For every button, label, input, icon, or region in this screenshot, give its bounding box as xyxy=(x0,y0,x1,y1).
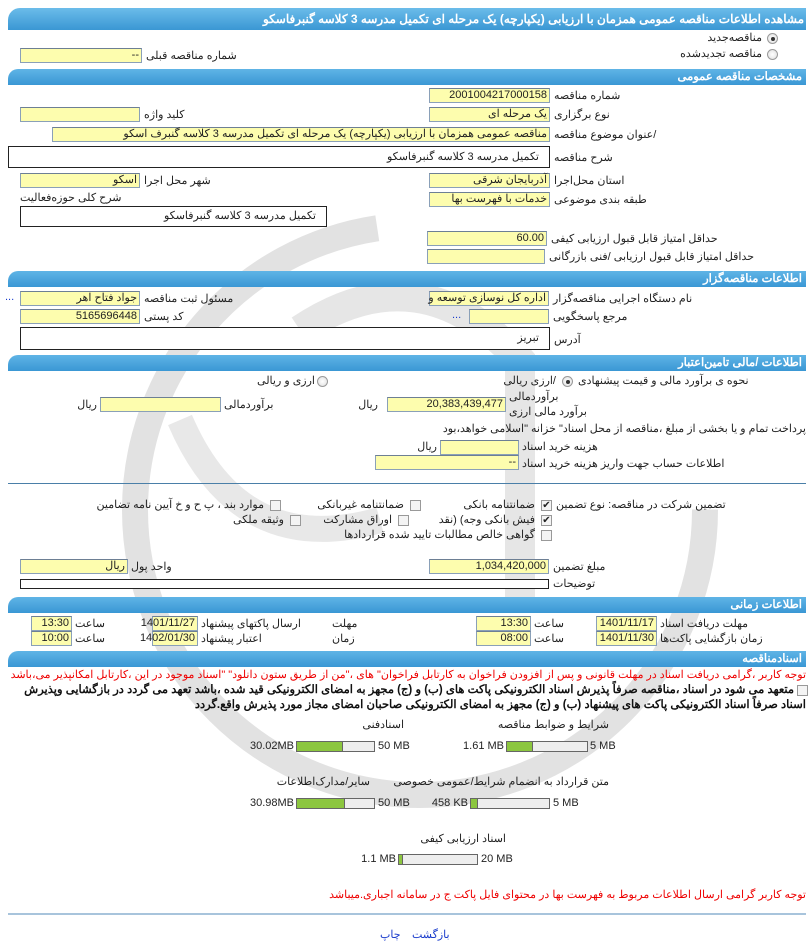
min-quality-label: حداقل امتیاز قابل قبول ارزیابی کیفی xyxy=(551,233,718,245)
send-date-field[interactable]: 1401/11/27 xyxy=(152,616,198,631)
file-max-size: 5 MB xyxy=(553,797,579,809)
min-tech-label: حداقل امتیاز قابل قبول ارزیابی /فنی بازرگانی xyxy=(549,251,755,263)
file-size-fill xyxy=(507,742,533,751)
opening-label: زمان بازگشایی پاکت‌ها xyxy=(660,633,763,645)
province-field[interactable]: آذربایجان شرقی xyxy=(429,173,550,188)
city-label: شهر محل اجرا xyxy=(144,175,211,187)
activity-label: شرح کلی حوزه‌فعالیت xyxy=(20,192,122,204)
account-field[interactable]: -- xyxy=(375,455,519,470)
org-field[interactable]: اداره کل نوسازی توسعه و xyxy=(429,291,549,306)
commitment-checkbox[interactable] xyxy=(797,685,808,696)
ref-more-button[interactable]: ... xyxy=(452,309,462,321)
file-size-fill xyxy=(471,799,478,808)
doc-fee-label: هزینه خرید اسناد xyxy=(522,441,598,453)
file-category-label: سایر/مدارک‌اطلاعات xyxy=(276,776,370,788)
estimate-field[interactable]: 20,383,439,477 xyxy=(387,397,506,412)
doc-fee-currency: ریال xyxy=(417,441,437,453)
validity-date-field[interactable]: 1402/01/30 xyxy=(152,631,198,646)
guarantee-amount-field[interactable]: 1,034,420,000 xyxy=(429,559,549,574)
bonds-label: اوراق مشارکت xyxy=(323,514,392,526)
postal-label: کد پستی xyxy=(144,311,184,323)
file-size-fill xyxy=(297,742,343,751)
send-deadline-word: مهلت xyxy=(332,618,358,630)
min-tech-field[interactable] xyxy=(427,249,545,264)
activity-box: تکمیل مدرسه 3 کلاسه گنبرفاسکو xyxy=(20,206,327,227)
min-quality-field[interactable]: 60.00 xyxy=(427,231,547,246)
nonbank-guarantee-checkbox[interactable] xyxy=(410,500,421,511)
download-note: توجه کاربر ،گرامی دریافت اسناد در مهلت قانونی و پس از افزودن فراخوان به کارتابل فراخوان" های ،"من از طریق ستون دانلود" "اسناد موجود در این ،کارتابل امکانپذیر می،باشد xyxy=(10,669,806,681)
file-used-size: 1.1 MB xyxy=(361,853,396,865)
registrar-label: مسئول ثبت مناقصه xyxy=(144,293,234,305)
file-max-size: 5 MB xyxy=(590,740,616,752)
type-label: نوع برگزاری xyxy=(554,109,610,121)
doc-fee-field[interactable] xyxy=(440,440,519,455)
org-label: نام دستگاه اجرایی مناقصه‌گزار xyxy=(553,293,693,305)
file-max-size: 20 MB xyxy=(481,853,513,865)
keyword-field[interactable] xyxy=(20,107,140,122)
back-link[interactable]: بازگشت xyxy=(412,929,450,941)
nonbank-guarantee-label: ضمانتنامه غیربانکی xyxy=(317,499,404,511)
estimate-method-label: نحوه ی برآورد مالی و قیمت پیشنهادی xyxy=(578,375,749,387)
file-category-label: متن قرارداد به انضمام شرایط/عمومی خصوصی xyxy=(393,776,609,788)
receive-time-label: ساعت xyxy=(534,618,564,630)
validity-time-label: ساعت xyxy=(75,633,105,645)
estimate2-label: برآوردمالی xyxy=(224,399,274,411)
receive-deadline-label: مهلت دریافت اسناد xyxy=(660,618,749,630)
validity-word: زمان xyxy=(332,633,355,645)
bank-receipt-label: فیش بانکی وجه) (نقد xyxy=(438,514,535,526)
page-title: مشاهده اطلاعات مناقصه عمومی همزمان با ارزیابی (یکپارچه) یک مرحله ای تکمیل مدرسه 3 کلاسه گنبرفاسکو xyxy=(8,8,806,30)
fx-rial-radio-label: ارزی و ریالی xyxy=(257,375,315,387)
estimate-label: برآوردمالی xyxy=(509,391,559,403)
postal-field[interactable]: 5165696448 xyxy=(20,309,140,324)
tender-number-field[interactable]: 2001004217000158 xyxy=(429,88,550,103)
property-collateral-checkbox[interactable] xyxy=(290,515,301,526)
opening-time-label: ساعت xyxy=(534,633,564,645)
file-max-size: 50 MB xyxy=(378,797,410,809)
footer-divider xyxy=(8,913,806,915)
description-box: تکمیل مدرسه 3 کلاسه گنبرفاسکو xyxy=(8,146,550,168)
prev-number-field[interactable]: -- xyxy=(20,48,142,63)
receivables-certificate-checkbox[interactable] xyxy=(541,530,552,541)
new-tender-radio[interactable] xyxy=(767,33,778,44)
notes-box xyxy=(20,579,549,589)
estimate-fx-label: برآورد مالی ارزی xyxy=(509,406,587,418)
receive-time-field[interactable]: 13:30 xyxy=(476,616,531,631)
notes-label: توضیحات xyxy=(553,578,596,590)
file-category-label: شرایط و ضوابط مناقصه xyxy=(497,719,609,731)
bank-guarantee-label: ضمانتنامه بانکی xyxy=(463,499,535,511)
section-finance: اطلاعات /مالی تامین‌اعتبار xyxy=(8,355,806,371)
registrar-field[interactable]: جواد فتاح اهر xyxy=(20,291,140,306)
category-label: طبقه بندی موضوعی xyxy=(554,194,647,206)
fx-rial-radio[interactable] xyxy=(317,376,328,387)
renewed-tender-label: مناقصه تجدیدشده xyxy=(680,48,762,60)
guarantee-amount-label: مبلغ تضمین xyxy=(553,561,606,573)
send-time-label: ساعت xyxy=(75,618,105,630)
print-link[interactable]: چاپ xyxy=(380,929,401,941)
rial-radio-label: /ارزی ریالی xyxy=(503,375,556,387)
file-used-size: 30.02MB xyxy=(249,740,294,752)
commitment-line-2: اسناد صرفاً اسناد الکترونیکی پاکت های پیشنهاد (ب) و (ج) مجهز به امضای الکترونیکی صاحبان امضای مجاز مورد پذیرش واقع.گردد xyxy=(194,699,806,711)
section-documents: اسنادمناقصه xyxy=(8,651,806,667)
send-deadline-label: ارسال پاکتهای پیشنهاد xyxy=(201,618,301,630)
property-collateral-label: وثیقه ملکی xyxy=(233,514,284,526)
ref-field[interactable] xyxy=(469,309,549,324)
currency-unit-field[interactable]: ریال xyxy=(20,559,128,574)
new-tender-label: مناقصه‌جدید xyxy=(707,32,762,44)
price-list-note: توجه کاربر گرامی ارسال اطلاعات مربوط به فهرست بها در محتوای فایل پاکت ج در سامانه اجباری.میباشد xyxy=(329,889,806,901)
section-organizer: اطلاعات مناقصه‌گزار xyxy=(8,271,806,287)
estimate2-currency: ریال xyxy=(77,399,97,411)
opening-date-field[interactable]: 1401/11/30 xyxy=(596,631,657,646)
file-size-progress xyxy=(296,798,375,809)
estimate2-field[interactable] xyxy=(100,397,221,412)
file-used-size: 458 KB xyxy=(431,797,468,809)
send-time-field[interactable]: 13:30 xyxy=(31,616,72,631)
bonds-checkbox[interactable] xyxy=(398,515,409,526)
registrar-more-button[interactable]: ... xyxy=(5,291,15,303)
opening-time-field[interactable]: 08:00 xyxy=(476,631,531,646)
description-label: شرح مناقصه xyxy=(554,152,613,164)
file-category-label: اسناد ارزیابی کیفی xyxy=(420,833,506,845)
renewed-tender-radio[interactable] xyxy=(767,49,778,60)
province-label: استان محل‌اجرا xyxy=(554,175,625,187)
estimate-currency: ریال xyxy=(358,399,378,411)
tender-number-label: شماره مناقصه xyxy=(554,90,621,102)
file-category-label: اسنادفنی xyxy=(362,719,404,731)
file-used-size: 30.98MB xyxy=(249,797,294,809)
clause-items-checkbox[interactable] xyxy=(270,500,281,511)
section-timing: اطلاعات زمانی xyxy=(8,597,806,613)
section-general: مشخصات مناقصه عمومی xyxy=(8,69,806,85)
address-box: تبریز xyxy=(20,327,550,350)
receivables-certificate-label: گواهی خالص مطالبات تایید شده قراردادها xyxy=(344,529,535,541)
subject-label: /عنوان موضوع مناقصه xyxy=(554,129,657,141)
bank-receipt-checkbox[interactable]: ✔ xyxy=(542,515,551,526)
validity-label: اعتبار پیشنهاد xyxy=(201,633,262,645)
file-size-progress xyxy=(506,741,588,752)
ref-label: مرجع پاسخگویی xyxy=(553,311,628,323)
file-max-size: 50 MB xyxy=(378,740,410,752)
clause-items-label: موارد بند ، پ ح و خ آیین نامه تضامین xyxy=(96,499,264,511)
bank-guarantee-checkbox[interactable]: ✔ xyxy=(542,500,551,511)
file-used-size: 1.61 MB xyxy=(463,740,504,752)
file-size-fill xyxy=(399,855,403,864)
validity-time-field[interactable]: 10:00 xyxy=(31,631,72,646)
address-label: آدرس xyxy=(554,334,581,346)
rial-radio[interactable] xyxy=(562,376,573,387)
receive-date-field[interactable]: 1401/11/17 xyxy=(596,616,657,631)
city-field[interactable]: اسکو xyxy=(20,173,140,188)
account-label: اطلاعات حساب جهت واریز هزینه خرید اسناد xyxy=(522,458,725,470)
commitment-line-1: متعهد می شود در اسناد ،مناقصه صرفاً پذیرش اسناد الکترونیکی پاکت های (ب) و (ج) مجهز به امضای الکترونیکی قید شده ،باشد تعهد می گردد در بازگشایی وپذیرش xyxy=(24,684,794,696)
keyword-label: کلید واژه xyxy=(144,109,185,121)
type-field[interactable]: یک مرحله ای xyxy=(429,107,550,122)
payment-note: پرداخت تمام و یا بخشی از مبلغ ،مناقصه از محل اسناد" خزانه "اسلامی خواهد،بود xyxy=(442,423,806,435)
guarantee-type-label: تضمین شرکت در مناقصه: نوع تضمین xyxy=(556,499,726,511)
divider xyxy=(8,483,806,484)
file-size-fill xyxy=(297,799,345,808)
prev-number-label: شماره مناقصه قبلی xyxy=(146,50,237,62)
category-field[interactable]: خدمات با فهرست بها xyxy=(429,192,550,207)
file-size-progress xyxy=(398,854,478,865)
currency-unit-label: واحد پول xyxy=(131,561,172,573)
file-size-progress xyxy=(296,741,375,752)
file-size-progress xyxy=(470,798,550,809)
subject-field[interactable]: مناقصه عمومی همزمان با ارزیابی (یکپارچه) یک مرحله ای تکمیل مدرسه 3 کلاسه گنبرف اسکو xyxy=(52,127,550,142)
